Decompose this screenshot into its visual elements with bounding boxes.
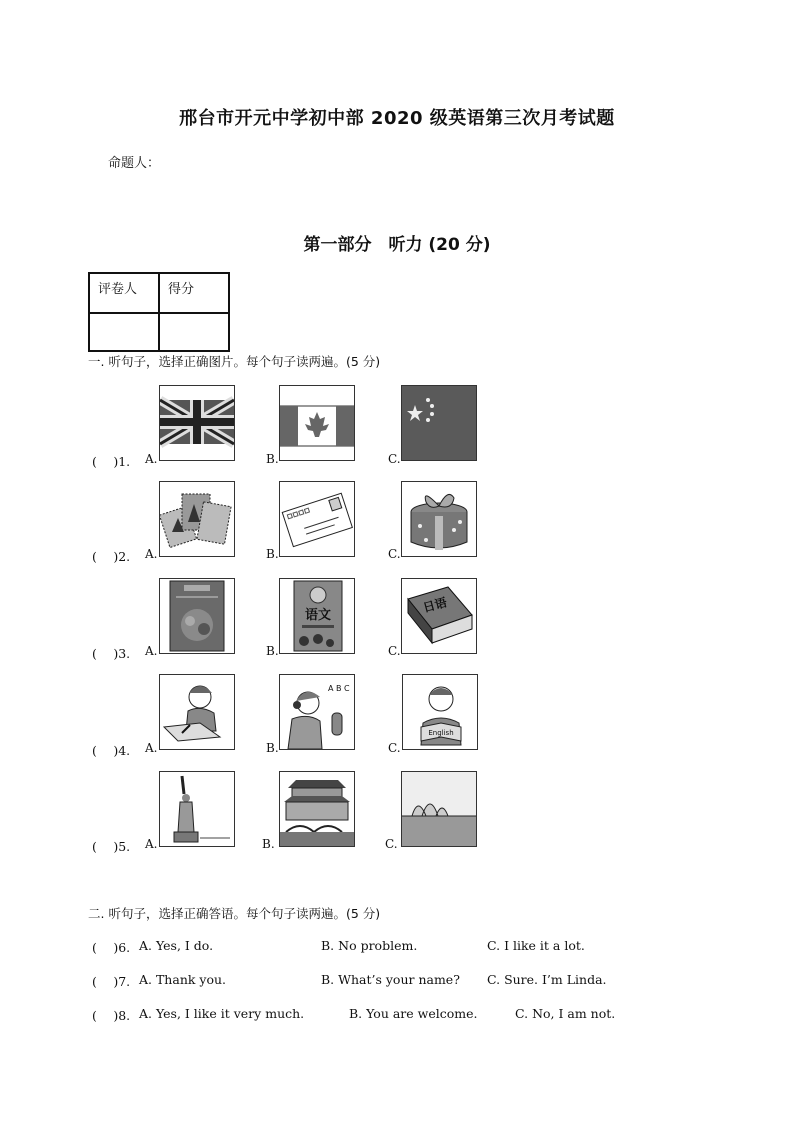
question-number: ( )7. [92, 974, 131, 989]
question-number: ( )4. [92, 743, 131, 758]
option-letter: C. [385, 837, 398, 851]
japanese-book-icon[interactable] [401, 578, 477, 654]
option-letter: C. [388, 452, 401, 466]
answer-option-b[interactable]: B. What’s your name? [321, 972, 460, 987]
option-letter: A. [145, 837, 158, 851]
envelope-icon[interactable] [279, 481, 355, 557]
sydney-opera-house-icon[interactable] [401, 771, 477, 847]
svg-text:A B C: A B C [328, 684, 350, 693]
statue-of-liberty-icon[interactable] [159, 771, 235, 847]
boy-reading-icon[interactable] [402, 674, 478, 750]
question-number: ( )6. [92, 940, 131, 955]
answer-option-b[interactable]: B. You are welcome. [349, 1006, 478, 1021]
answer-option-c[interactable]: C. No, I am not. [515, 1006, 616, 1021]
answer-option-a[interactable]: A. Yes, I like it very much. [139, 1006, 305, 1021]
uk-flag-icon[interactable] [159, 385, 235, 461]
svg-text:日语: 日语 [421, 595, 449, 616]
part-one-title: 第一部分 听力 (20 分) [303, 235, 491, 255]
option-letter: A. [145, 644, 158, 658]
answer-option-c[interactable]: C. I like it a lot. [487, 938, 585, 953]
answer-option-b[interactable]: B. No problem. [321, 938, 418, 953]
china-flag-icon[interactable] [401, 385, 477, 461]
stamps-icon[interactable] [159, 481, 235, 557]
reviewer-label: 评卷人 [89, 273, 159, 313]
option-letter: B. [266, 644, 279, 658]
answer-option-a[interactable]: A. Thank you. [139, 972, 227, 987]
question-number: ( )1. [92, 454, 131, 469]
chinese-textbook-icon[interactable] [279, 578, 355, 654]
option-letter: B. [266, 547, 279, 561]
question-number: ( )2. [92, 549, 131, 564]
section1-instruction: 一. 听句子，选择正确图片。每个句子读两遍。(5 分) [88, 354, 381, 369]
score-cell[interactable] [159, 313, 229, 351]
option-letter: B. [266, 452, 279, 466]
book-cover-icon[interactable] [159, 578, 235, 654]
option-letter: B. [262, 837, 275, 851]
reviewer-cell[interactable] [89, 313, 159, 351]
svg-text:English: English [428, 729, 454, 737]
author-label: 命题人： [108, 156, 161, 171]
option-letter: A. [145, 741, 158, 755]
gift-box-icon[interactable] [401, 481, 477, 557]
answer-option-a[interactable]: A. Yes, I do. [139, 938, 214, 953]
section2-instruction: 二. 听句子，选择正确答语。每个句子读两遍。(5 分) [88, 906, 381, 921]
tiananmen-icon[interactable] [279, 771, 355, 847]
answer-option-c[interactable]: C. Sure. I’m Linda. [487, 972, 607, 987]
option-letter: C. [388, 741, 401, 755]
svg-text:语文: 语文 [304, 608, 332, 623]
option-letter: A. [145, 452, 158, 466]
girl-listening-icon[interactable] [279, 674, 355, 750]
option-letter: B. [266, 741, 279, 755]
score-label: 得分 [159, 273, 229, 313]
question-number: ( )3. [92, 646, 131, 661]
question-number: ( )5. [92, 839, 131, 854]
option-letter: C. [388, 547, 401, 561]
boy-writing-icon[interactable] [159, 674, 235, 750]
canada-flag-icon[interactable] [279, 385, 355, 461]
score-table [88, 272, 230, 352]
option-letter: C. [388, 644, 401, 658]
exam-title: 邢台市开元中学初中部 2020 级英语第三次月考试题 [179, 108, 615, 129]
question-number: ( )8. [92, 1008, 131, 1023]
option-letter: A. [145, 547, 158, 561]
